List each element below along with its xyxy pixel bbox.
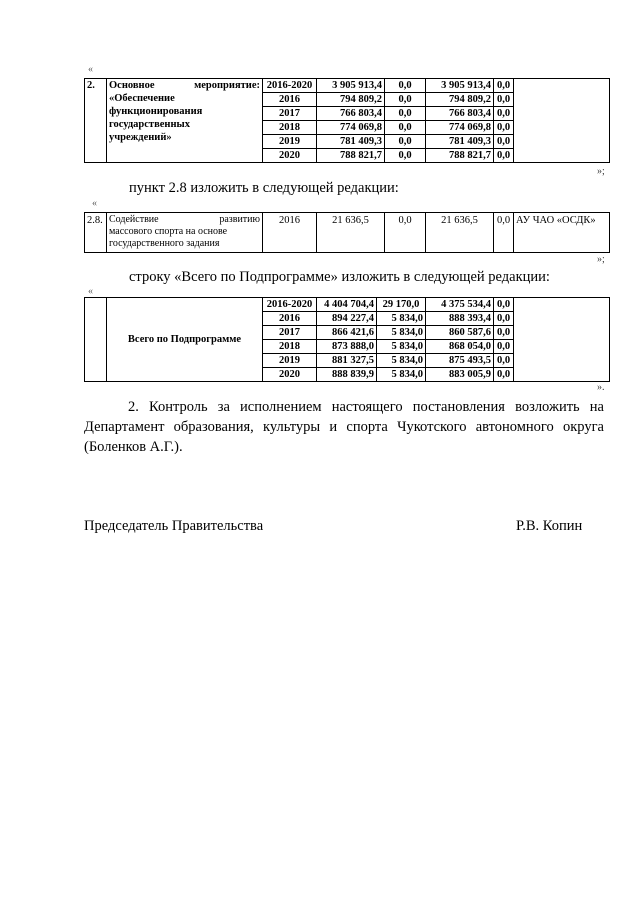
signature-name: Р.В. Копин [516,518,583,534]
total-cell: 866 421,6 [317,326,377,340]
regional-cell: 788 821,7 [426,149,494,163]
instruction-total-row: строку «Всего по Подпрограмме» изложить в следующей редакции: [129,269,550,285]
activity-description: Содействие развитию массового спорта на основе государственного задания [107,213,263,253]
paragraph-control-clause: 2. Контроль за исполнением настоящего постановления возложить на Департамент образования, культуры и спорта Чукотского автономного округа (Боленков А.Г.). [84,399,604,455]
regional-cell: 766 803,4 [426,107,494,121]
year-cell: 2016 [263,93,317,107]
local-cell: 0,0 [494,340,514,354]
year-cell: 2016-2020 [263,79,317,93]
local-cell: 0,0 [494,354,514,368]
year-cell: 2016 [263,312,317,326]
year-cell: 2016-2020 [263,298,317,312]
regional-cell: 883 005,9 [426,368,494,382]
federal-cell: 5 834,0 [377,326,426,340]
total-cell: 894 227,4 [317,312,377,326]
federal-cell: 0,0 [385,79,426,93]
quote-close-3: ». [597,382,605,393]
total-cell: 774 069,8 [317,121,385,135]
total-cell: 788 821,7 [317,149,385,163]
federal-cell: 0,0 [385,93,426,107]
row-number [85,298,107,382]
executor-cell [514,79,610,163]
total-cell: 21 636,5 [317,213,385,253]
quote-open-2: « [92,198,97,209]
regional-cell: 794 809,2 [426,93,494,107]
total-cell: 4 404 704,4 [317,298,377,312]
federal-cell: 5 834,0 [377,368,426,382]
regional-cell: 868 054,0 [426,340,494,354]
federal-cell: 0,0 [385,121,426,135]
federal-cell: 5 834,0 [377,354,426,368]
local-cell: 0,0 [494,121,514,135]
local-cell: 0,0 [494,213,514,253]
total-cell: 794 809,2 [317,93,385,107]
table-row [85,298,610,312]
regional-cell: 888 393,4 [426,312,494,326]
federal-cell: 0,0 [385,107,426,121]
local-cell: 0,0 [494,107,514,121]
year-cell: 2016 [263,213,317,253]
year-cell: 2018 [263,121,317,135]
federal-cell: 0,0 [385,135,426,149]
executor-cell: АУ ЧАО «ОСДК» [514,213,610,253]
regional-cell: 875 493,5 [426,354,494,368]
local-cell: 0,0 [494,135,514,149]
activity-description: Основное мероприятие: «Обеспечение функционирования государственных учреждений» [107,79,263,163]
federal-cell: 0,0 [385,149,426,163]
local-cell: 0,0 [494,326,514,340]
total-cell: 888 839,9 [317,368,377,382]
federal-cell: 29 170,0 [377,298,426,312]
federal-cell: 5 834,0 [377,340,426,354]
quote-close-1: »; [597,166,605,177]
regional-cell: 3 905 913,4 [426,79,494,93]
year-cell: 2020 [263,368,317,382]
regional-cell: 860 587,6 [426,326,494,340]
regional-cell: 774 069,8 [426,121,494,135]
year-cell: 2019 [263,354,317,368]
table-subprogram-total [84,297,610,382]
quote-open-3: « [88,286,93,297]
year-cell: 2020 [263,149,317,163]
signature-title: Председатель Правительства [84,518,264,534]
year-cell: 2017 [263,107,317,121]
subprogram-total-label: Всего по Подпрограмме [107,298,263,382]
table-row [85,79,610,93]
table-row [85,213,610,253]
quote-open-1: « [88,64,93,75]
year-cell: 2019 [263,135,317,149]
quote-close-2: »; [597,254,605,265]
federal-cell: 5 834,0 [377,312,426,326]
total-cell: 873 888,0 [317,340,377,354]
table-item-2-8 [84,212,610,253]
table-main-activity [84,78,610,163]
local-cell: 0,0 [494,149,514,163]
row-number: 2. [85,79,107,163]
federal-cell: 0,0 [385,213,426,253]
regional-cell: 21 636,5 [426,213,494,253]
regional-cell: 4 375 534,4 [426,298,494,312]
total-cell: 766 803,4 [317,107,385,121]
total-cell: 881 327,5 [317,354,377,368]
total-cell: 781 409,3 [317,135,385,149]
executor-cell [514,298,610,382]
row-number: 2.8. [85,213,107,253]
regional-cell: 781 409,3 [426,135,494,149]
year-cell: 2018 [263,340,317,354]
year-cell: 2017 [263,326,317,340]
local-cell: 0,0 [494,298,514,312]
local-cell: 0,0 [494,312,514,326]
local-cell: 0,0 [494,93,514,107]
local-cell: 0,0 [494,368,514,382]
local-cell: 0,0 [494,79,514,93]
instruction-item-2-8: пункт 2.8 изложить в следующей редакции: [129,180,399,196]
total-cell: 3 905 913,4 [317,79,385,93]
